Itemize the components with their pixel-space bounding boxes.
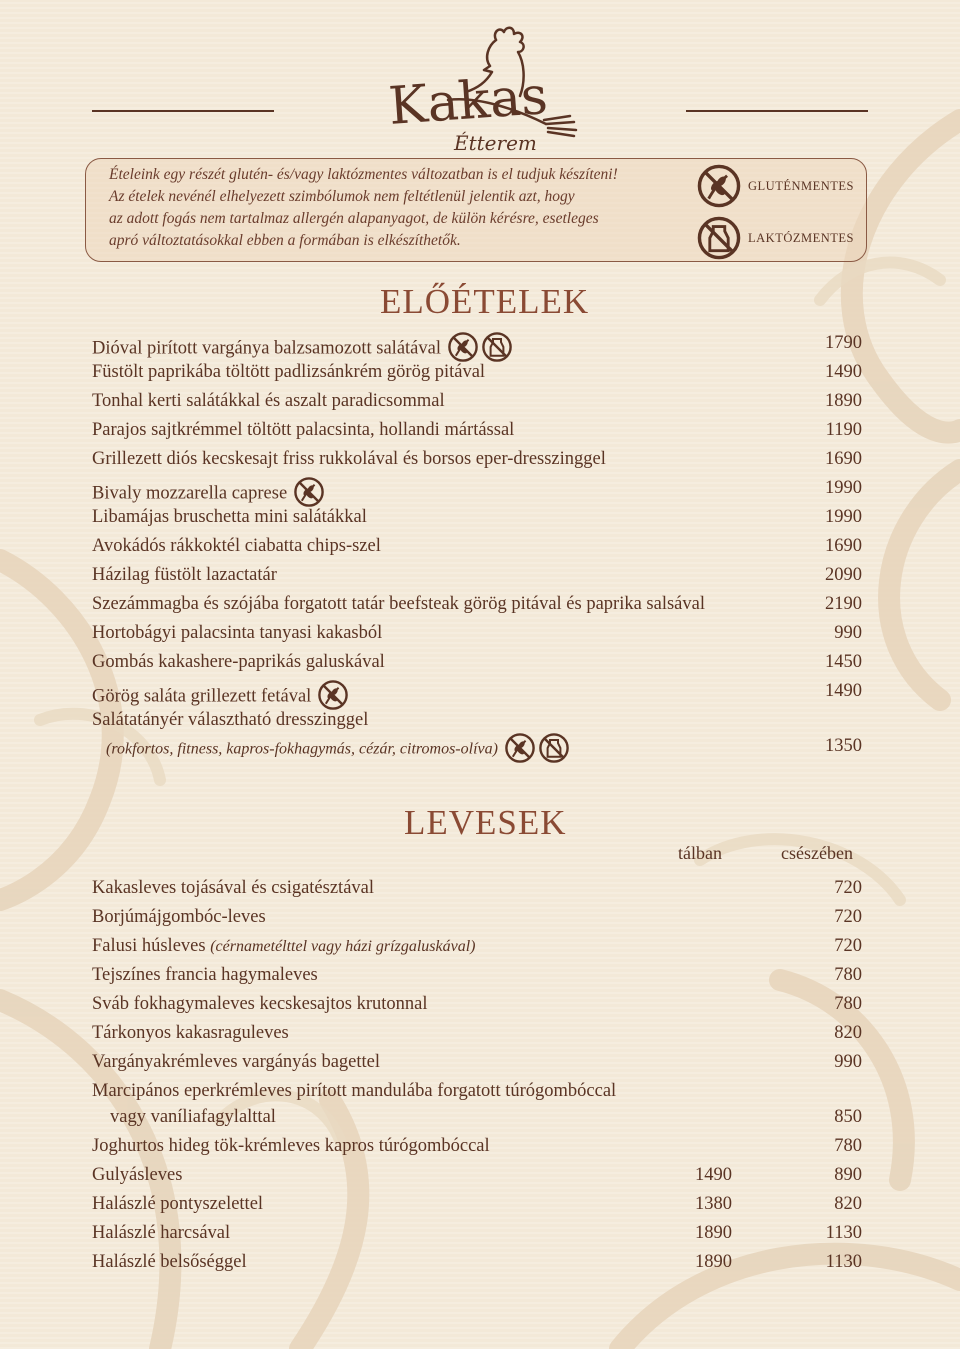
soup-item	[92, 1252, 862, 1281]
menu-item-name: Salátatányér választható dresszinggel	[92, 710, 369, 730]
menu-item-price: 1890	[825, 391, 862, 411]
appetizers-list	[92, 333, 862, 773]
menu-item-label: Hortobágyi palacsinta tanyasi kakasból	[92, 623, 383, 643]
soup-bowl-price: 1490	[695, 1165, 732, 1185]
menu-item-name	[92, 536, 381, 557]
menu-item-price: 2090	[825, 565, 862, 585]
menu-item-name	[92, 507, 367, 528]
menu-item	[92, 623, 862, 652]
soup-cup-price: 780	[834, 994, 862, 1014]
menu-item-name	[92, 594, 705, 615]
gluten-free-icon	[504, 732, 536, 764]
gluten-free-icon	[317, 679, 349, 711]
menu-item-label: Tonhal kerti salátákkal és aszalt paradicsommal	[92, 391, 445, 411]
lactose-free-icon	[538, 732, 570, 764]
soup-item	[92, 994, 862, 1023]
soup-cup-price: 890	[834, 1165, 862, 1185]
soup-item	[92, 1165, 862, 1194]
menu-item-name	[92, 681, 351, 713]
menu-item-label: Bivaly mozzarella caprese	[92, 483, 288, 504]
soup-cup-price: 720	[834, 907, 862, 927]
soup-item-note: (cérnametélttel vagy házi grízgaluskával)	[210, 938, 476, 955]
soup-item	[92, 878, 862, 907]
notice-line: Az ételek nevénél elhelyezett szimbólumok nem feltétlenül jelentik azt, hogy	[109, 188, 575, 205]
menu-item-price: 1790	[825, 333, 862, 353]
soup-item-name	[92, 907, 266, 928]
allergen-icons	[447, 331, 515, 363]
menu-item-price: 1690	[825, 536, 862, 556]
soup-cup-price: 1130	[825, 1223, 862, 1243]
soup-cup-price: 990	[834, 1052, 862, 1072]
menu-item-label: Szezámmagba és szójába forgatott tatár beefsteak görög pitával és paprika salsával	[92, 594, 705, 614]
soup-item-name	[92, 994, 427, 1015]
menu-item	[92, 507, 862, 536]
soup-cup-price: 820	[834, 1023, 862, 1043]
allergen-icons	[504, 732, 572, 764]
allergen-notice-text	[109, 164, 709, 252]
soup-item-name: Halászlé belsőséggel	[92, 1252, 247, 1272]
soup-item-label: Sváb fokhagymaleves kecskesajtos krutonnal	[92, 994, 428, 1014]
menu-item-price: 1350	[825, 736, 862, 756]
menu-item-label: Füstölt paprikába töltött padlizsánkrém görög pitával	[92, 362, 486, 382]
column-header-bowl: tálban	[678, 843, 722, 863]
menu-item-price: 1490	[825, 362, 862, 382]
soup-cup-price: 850	[834, 1107, 862, 1127]
allergen-notice-box	[85, 158, 867, 262]
soup-item	[92, 936, 862, 965]
menu-item-price: 1490	[825, 681, 862, 701]
soup-item-name	[92, 1052, 380, 1073]
logo-wordmark: Kakas	[388, 66, 550, 137]
soup-item-label: Tárkonyos kakasraguleves	[92, 1023, 289, 1043]
soup-item-name	[92, 936, 475, 957]
notice-line: az adott fogás nem tartalmaz allergén alapanyagot, de külön kérésre, esetleges	[109, 210, 599, 227]
legend-gluten-free	[696, 163, 854, 209]
menu-item-label: Avokádós rákkoktél ciabatta chips-szel	[92, 536, 381, 556]
soup-cup-price: 720	[834, 878, 862, 898]
menu-item-price: 1690	[825, 449, 862, 469]
menu-item-price: 1990	[825, 507, 862, 527]
soup-item-label: Kakasleves tojásával és csigatésztával	[92, 878, 375, 898]
menu-item	[92, 362, 862, 391]
menu-item-name	[92, 652, 385, 673]
menu-item-name	[92, 565, 277, 586]
menu-item-label: Gombás kakashere-paprikás galuskával	[92, 652, 385, 672]
gluten-free-icon	[696, 163, 742, 209]
menu-item-price: 1450	[825, 652, 862, 672]
allergen-icons	[293, 476, 327, 508]
notice-line: Ételeink egy részét glutén- és/vagy laktózmentes változatban is el tudjuk készíteni!	[109, 166, 618, 183]
lactose-free-icon	[696, 215, 742, 261]
soup-item-label: Vargányakrémleves vargányás bagettel	[92, 1052, 381, 1072]
soup-cup-price: 820	[834, 1194, 862, 1214]
menu-item-price: 1990	[825, 478, 862, 498]
menu-item	[92, 420, 862, 449]
menu-item	[92, 565, 862, 594]
menu-item-label: Dióval pirított vargánya balzsamozott salátával	[92, 338, 441, 359]
soup-item-name	[92, 965, 318, 986]
menu-item	[92, 391, 862, 420]
allergen-icons	[317, 679, 351, 711]
soup-item	[92, 965, 862, 994]
menu-item-label: Grillezett diós kecskesajt friss rukkolával és borsos eper-dresszinggel	[92, 449, 606, 469]
soup-item-name	[92, 878, 374, 899]
menu-item-name	[92, 333, 515, 365]
soup-item-name: Halászlé pontyszelettel	[92, 1194, 264, 1214]
soup-item-name: Joghurtos hideg tök-krémleves kapros túrógombóccal	[92, 1136, 490, 1156]
soup-cup-price: 780	[834, 965, 862, 985]
soups-list	[92, 878, 862, 1298]
menu-item	[92, 536, 862, 565]
gluten-free-icon	[447, 331, 479, 363]
soup-item	[92, 1023, 862, 1052]
soup-item	[92, 1223, 862, 1252]
soup-item-label: Falusi húsleves	[92, 936, 211, 956]
menu-item-name	[92, 478, 327, 510]
soup-item-label: Tejszínes francia hagymaleves	[92, 965, 318, 985]
menu-item	[92, 710, 862, 764]
menu-item	[92, 594, 862, 623]
soup-item-name: Marcipános eperkrémleves pirított mandulába forgatott túrógombóccal	[92, 1081, 617, 1101]
menu-item-name	[92, 362, 485, 383]
soup-cup-price: 720	[834, 936, 862, 956]
soup-item-name: Gulyásleves	[92, 1165, 183, 1185]
soup-item	[92, 1052, 862, 1081]
soup-item-name-continued: vagy vaníliafagylalttal	[110, 1107, 276, 1127]
menu-item	[92, 681, 862, 710]
allergen-legend	[696, 161, 866, 261]
menu-item	[92, 652, 862, 681]
soup-item	[92, 1194, 862, 1223]
header-rule-left	[92, 110, 274, 112]
restaurant-logo	[388, 22, 588, 162]
soup-cup-price: 1130	[825, 1252, 862, 1272]
header-rule-right	[686, 110, 868, 112]
menu-item-name	[92, 420, 514, 441]
lactose-free-icon	[481, 331, 513, 363]
soup-item-label: Borjúmájgombóc-leves	[92, 907, 266, 927]
menu-item-description	[106, 734, 572, 766]
menu-item-label: Görög saláta grillezett fetával	[92, 686, 312, 707]
menu-item-price: 2190	[825, 594, 862, 614]
menu-item-options: (rokfortos, fitness, kapros-fokhagymás, cézár, citromos-olíva)	[106, 740, 498, 758]
notice-line: apró változtatásokkal ebben a formában is elkészíthetők.	[109, 232, 461, 249]
column-header-cup: csészében	[781, 843, 853, 863]
legend-label: GLUTÉNMENTES	[748, 178, 854, 193]
legend-label: LAKTÓZMENTES	[748, 230, 854, 245]
section-title-soups: LEVESEK	[404, 803, 567, 842]
section-title-appetizers: ELŐÉTELEK	[380, 282, 590, 321]
logo-subtitle: Étterem	[454, 131, 537, 155]
menu-item	[92, 449, 862, 478]
soup-item	[92, 1136, 862, 1165]
menu-item	[92, 478, 862, 507]
soup-item	[92, 907, 862, 936]
menu-item-name	[92, 391, 445, 412]
menu-item-price: 990	[834, 623, 862, 643]
menu-item	[92, 333, 862, 362]
gluten-free-icon	[293, 476, 325, 508]
menu-item-price: 1190	[825, 420, 862, 440]
menu-item-label: Házilag füstölt lazactatár	[92, 565, 277, 585]
menu-item-label: Parajos sajtkrémmel töltött palacsinta, hollandi mártással	[92, 420, 515, 440]
soup-bowl-price: 1380	[695, 1194, 732, 1214]
menu-item-label: Libamájas bruschetta mini salátákkal	[92, 507, 367, 527]
soup-bowl-price: 1890	[695, 1252, 732, 1272]
menu-item-name	[92, 623, 382, 644]
legend-lactose-free	[696, 215, 854, 261]
soup-cup-price: 780	[834, 1136, 862, 1156]
soup-item-name: Halászlé harcsával	[92, 1223, 231, 1243]
soup-item	[92, 1081, 862, 1135]
soup-item-name	[92, 1023, 289, 1044]
soup-bowl-price: 1890	[695, 1223, 732, 1243]
menu-item-name	[92, 449, 606, 470]
